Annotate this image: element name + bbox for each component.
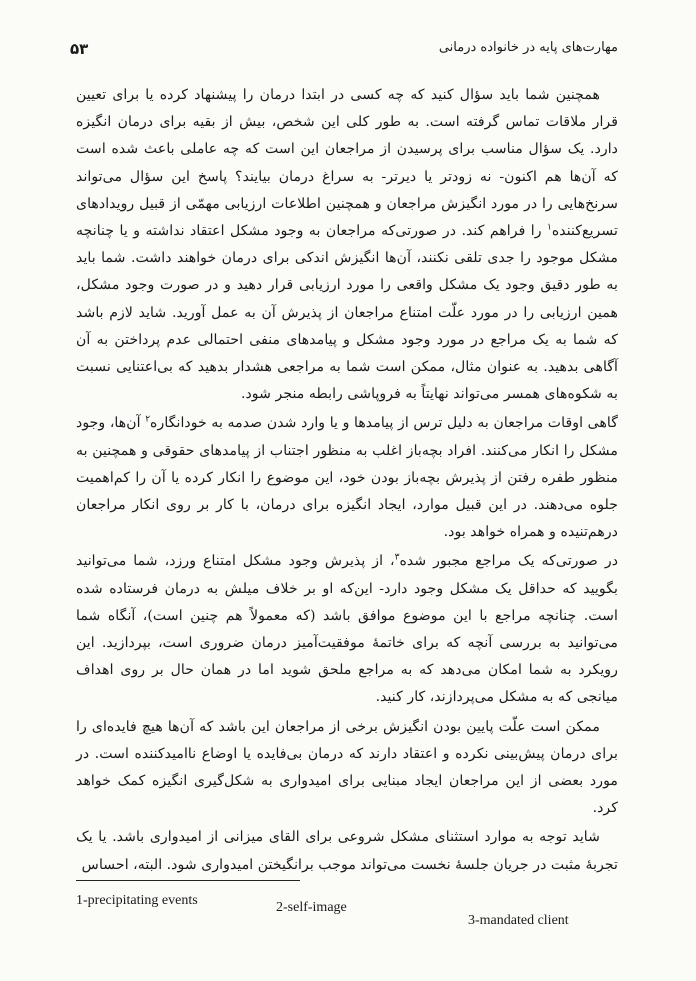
running-title: مهارت‌های پایه در خانواده درمانی: [438, 40, 618, 55]
page-header: [70, 40, 618, 62]
body-text: [76, 82, 618, 881]
paragraph-text-tail: ، از پذیرش وجود مشکل امتناع ورزد، شما می‌توانید بگویید که حداقل یک مشکل وجود دارد- این‌که او بر خلاف میلش به درمان فرستاده شده است. چنانچه مراجع با این موضوع موافق باشد (که معمولاً هم چنین است)، آنگاه شما می‌توانید به بررسی آنچه که برای خاتمهٔ موفقیت‌آمیز درمان ضروری است، بپردازید. این رویکرد به شما امکان می‌دهد که به مراجع ملحق شوید اما در همان حال بر روی اهداف میانجی که به مشکل می‌پردازند، کار کنید.: [76, 553, 618, 706]
footnote-marker: ۱: [547, 222, 552, 233]
paragraph-text: در صورتی‌که یک مراجع مجبور شده: [399, 553, 619, 570]
paragraph: [76, 410, 618, 546]
footnote-marker: ۲: [145, 414, 151, 425]
footnote-3: 3-mandated client: [468, 913, 569, 928]
paragraph-text-tail: آن‌ها، وجود مشکل را انکار می‌کنند. افراد بچه‌باز اغلب به منظور اجتناب از پیامدهای حقوقی و همچنین به منظور طفره رفتن از پذیرش بچه‌باز بودن خود، این موضوع را انکار کرده یا آن را کم‌اهمیت جلوه می‌دهند. در این قبیل موارد، ایجاد انگیزه برای درمان، با کار بر روی انکار مراجعان درهم‌تنیده و همراه خواهد بود.: [76, 415, 618, 541]
footnote-1: 1-precipitating events: [76, 893, 198, 908]
paragraph: [76, 548, 618, 711]
paragraph-text: ممکن است علّت پایین بودن انگیزش برخی از مراجعان این باشد که آن‌ها هیچ فایده‌ای را برای درمان پیش‌بینی نکرده و اعتقاد دارند که درمان بی‌فایده یا اوضاع ناامیدکننده است. در مورد بعضی از این مراجعان ایجاد مبنایی برای امیدواری به شکل‌گیری انگیزه کمک خواهد کرد.: [76, 718, 618, 817]
footnote-2: 2-self-image: [276, 900, 347, 915]
paragraph: [76, 714, 618, 823]
footnote-marker: ۳: [394, 552, 400, 563]
paragraph: [76, 824, 618, 878]
page-number: ۵۳: [70, 40, 89, 58]
footnote-divider: [76, 880, 300, 881]
paragraph-text: گاهی اوقات مراجعان به دلیل ترس از پیامدها و یا وارد شدن صدمه به خودانگاره: [150, 415, 618, 432]
paragraph-text: شاید توجه به موارد استثنای مشکل شروعی برای القای میزانی از امیدواری باشد. یا یک تجربهٔ مثبت در جریان جلسهٔ نخست می‌تواند موجب برانگیختن امیدواری شود. البته، احساس: [76, 829, 618, 873]
paragraph-text: همچنین شما باید سؤال کنید که چه کسی در ابتدا درمان را پیشنهاد کرده یا برای تعیین قرار ملاقات تماس گرفته است. به طور کلی این شخص، بیش از بقیه برای درمان انگیزه دارد. یک سؤال مناسب برای پرسیدن از مراجعان این است که چه عاملی باعث شده است که آن‌ها هم اکنون- نه زودتر یا دیرتر- به سراغ درمان بیایند؟ پاسخ این سؤال می‌تواند سرنخ‌هایی را در مورد انگیزش مراجعان و همچنین اطلاعات ارزیابی مهمّی از قبیل رویدادهای تسریع‌کننده: [76, 87, 618, 240]
paragraph-text-tail: را فراهم کند. در صورتی‌که مراجعان به وجود مشکل اعتقاد نداشته و یا چنانچه مشکل موجود را جدی تلقی نکنند، آن‌ها انگیزش اندکی برای درمان خواهند داشت. شما باید به طور دقیق وجود یک مشکل واقعی را مورد ارزیابی قرار دهید و در صورت وجود مشکل، همین ارزیابی را در مورد علّت امتناع مراجعان از پذیرش آن به عمل آورید. شاید لازم باشد که شما به یک مراجع در مورد وجود مشکل و پیامدهای منفی احتمالی عدم پرداختن به آن آگاهی بدهید. به عنوان مثال، ممکن است شما به مراجعی هشدار بدهید که بی‌اعتنایی نسبت به شکوه‌های همسر می‌تواند نهایتاً به فروپاشی رابطه منجر شود.: [76, 223, 618, 403]
paragraph: [76, 82, 618, 408]
